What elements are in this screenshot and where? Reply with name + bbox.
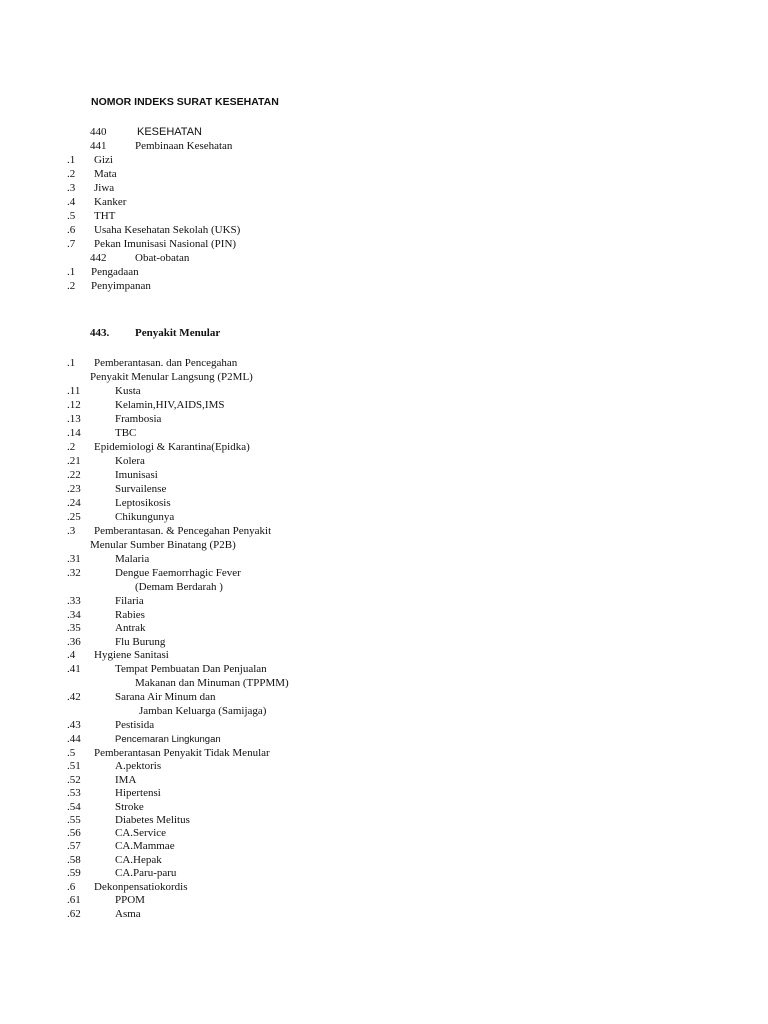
index-code: .3: [67, 525, 76, 537]
index-code: .25: [67, 511, 81, 523]
index-code: .21: [67, 455, 81, 467]
index-code: 443.: [90, 327, 110, 339]
index-code: .52: [67, 774, 81, 786]
index-code: .5: [67, 747, 76, 759]
index-label: Gizi: [94, 154, 113, 166]
index-code: .59: [67, 867, 81, 879]
index-code: .6: [67, 224, 76, 236]
index-code: .14: [67, 427, 81, 439]
index-label: Leptosikosis: [115, 497, 171, 509]
index-label: Menular Sumber Binatang (P2B): [90, 539, 236, 551]
index-code: .51: [67, 760, 81, 772]
index-code: 440: [90, 126, 107, 138]
index-label: Mata: [94, 168, 117, 180]
index-label: A.pektoris: [115, 760, 162, 772]
index-label: KESEHATAN: [137, 126, 202, 138]
index-code: .2: [67, 168, 76, 180]
index-label: Pemberantasan Penyakit Tidak Menular: [94, 747, 270, 759]
index-label: Pemberantasan. dan Pencegahan: [94, 357, 238, 369]
index-code: .11: [67, 385, 81, 397]
index-code: .1: [67, 357, 76, 369]
index-label: Pengadaan: [91, 266, 139, 278]
index-label: (Demam Berdarah ): [135, 581, 223, 593]
index-label: Malaria: [115, 553, 150, 565]
index-code: .3: [67, 182, 76, 194]
index-code: .12: [67, 399, 81, 411]
index-label: Stroke: [115, 801, 144, 813]
index-code: .36: [67, 636, 81, 648]
index-label: THT: [94, 210, 116, 222]
index-code: .44: [67, 733, 81, 745]
index-label: Kolera: [115, 455, 145, 467]
index-code: .57: [67, 840, 81, 852]
index-label: Flu Burung: [115, 636, 166, 648]
index-code: 441: [90, 140, 107, 152]
index-label: Antrak: [115, 622, 146, 634]
document-title: NOMOR INDEKS SURAT KESEHATAN: [91, 96, 279, 108]
index-label: Filaria: [115, 595, 144, 607]
index-label: Pencemaran Lingkungan: [115, 734, 221, 745]
index-code: .62: [67, 908, 81, 920]
index-label: Hygiene Sanitasi: [94, 649, 169, 661]
index-label: CA.Paru-paru: [115, 867, 177, 879]
index-label: Hipertensi: [115, 787, 161, 799]
index-code: .24: [67, 497, 81, 509]
index-code: .54: [67, 801, 81, 813]
index-label: Usaha Kesehatan Sekolah (UKS): [94, 224, 241, 236]
index-code: .41: [67, 663, 81, 675]
index-code: .23: [67, 483, 81, 495]
index-code: .4: [67, 649, 76, 661]
index-label: Epidemiologi & Karantina(Epidka): [94, 441, 250, 453]
index-label: CA.Service: [115, 827, 167, 839]
index-label: Penyakit Menular: [135, 327, 221, 339]
index-label: IMA: [115, 774, 137, 786]
index-label: Pestisida: [115, 719, 155, 731]
index-label: Sarana Air Minum dan: [115, 691, 216, 703]
index-label: Diabetes Melitus: [115, 814, 190, 826]
index-label: Penyimpanan: [91, 280, 151, 292]
index-label: TBC: [115, 427, 137, 439]
index-code: .31: [67, 553, 81, 565]
index-label: Makanan dan Minuman (TPPMM): [135, 677, 289, 689]
index-code: .53: [67, 787, 81, 799]
index-code: .22: [67, 469, 81, 481]
index-label: CA.Hepak: [115, 854, 162, 866]
index-code: .42: [67, 691, 81, 703]
index-label: Pemberantasan. & Pencegahan Penyakit: [94, 525, 272, 537]
index-label: Chikungunya: [115, 511, 175, 523]
index-code: .35: [67, 622, 81, 634]
index-label: Asma: [115, 908, 141, 920]
index-code: .7: [67, 238, 76, 250]
index-label: Survailense: [115, 483, 167, 495]
index-code: .5: [67, 210, 76, 222]
index-label: Rabies: [115, 609, 145, 621]
index-code: .43: [67, 719, 81, 731]
index-code: .55: [67, 814, 81, 826]
index-label: Pekan Imunisasi Nasional (PIN): [94, 238, 237, 250]
index-code: .13: [67, 413, 81, 425]
index-code: .1: [67, 266, 76, 278]
index-label: Obat-obatan: [135, 252, 190, 264]
index-code: .4: [67, 196, 76, 208]
index-label: Dekonpensatiokordis: [94, 881, 188, 893]
index-label: CA.Mammae: [115, 840, 175, 852]
index-label: Frambosia: [115, 413, 162, 425]
index-code: .2: [67, 280, 76, 292]
index-label: PPOM: [115, 894, 145, 906]
index-label: Imunisasi: [115, 469, 158, 481]
index-label: Penyakit Menular Langsung (P2ML): [90, 371, 253, 383]
index-code: .6: [67, 881, 76, 893]
index-code: 442: [90, 252, 107, 264]
index-code: .2: [67, 441, 76, 453]
index-label: Jiwa: [94, 182, 115, 194]
index-label: Pembinaan Kesehatan: [135, 140, 233, 152]
index-label: Kelamin,HIV,AIDS,IMS: [115, 399, 225, 411]
index-label: Dengue Faemorrhagic Fever: [115, 567, 241, 579]
index-code: .1: [67, 154, 76, 166]
index-code: .58: [67, 854, 81, 866]
index-label: Kusta: [115, 385, 141, 397]
index-label: Kanker: [94, 196, 127, 208]
index-code: .56: [67, 827, 81, 839]
index-code: .32: [67, 567, 81, 579]
index-label: Tempat Pembuatan Dan Penjualan: [115, 663, 267, 675]
index-label: Jamban Keluarga (Samijaga): [139, 705, 267, 717]
index-code: .33: [67, 595, 81, 607]
index-code: .34: [67, 609, 81, 621]
index-code: .61: [67, 894, 81, 906]
